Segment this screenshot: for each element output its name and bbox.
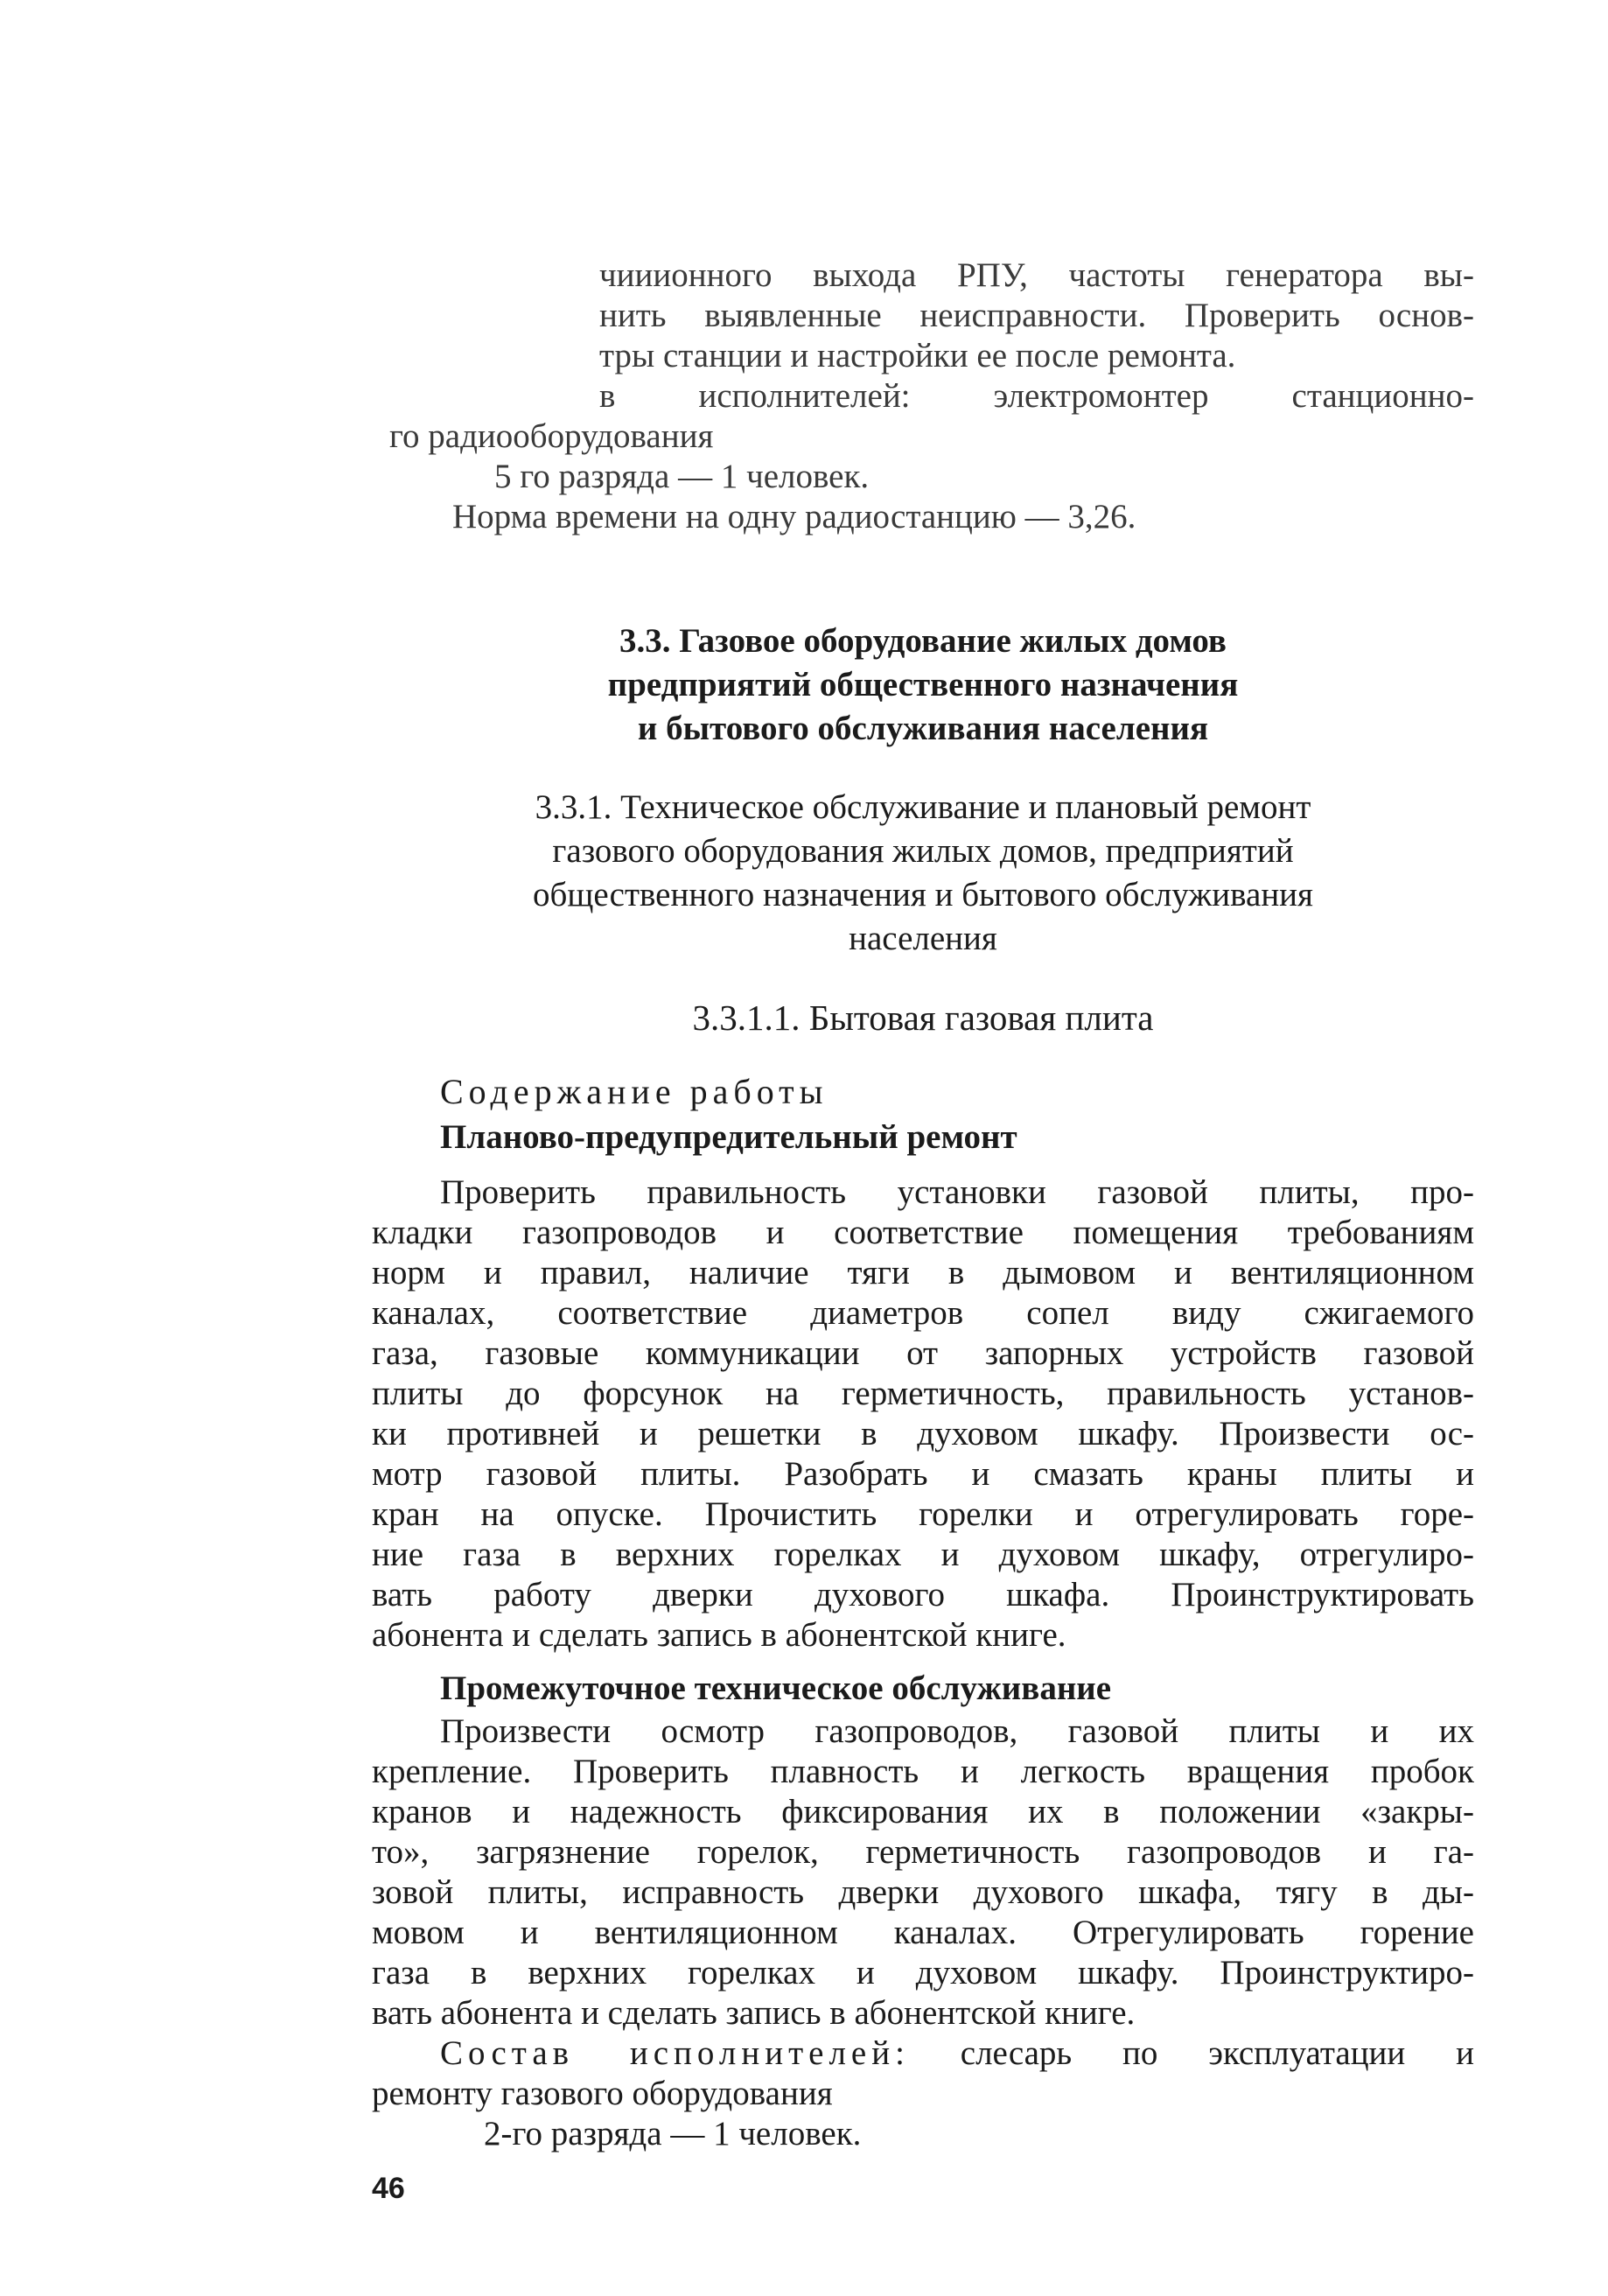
paragraph-line: ки противней и решетки в духовом шкафу. Произвести ос- bbox=[372, 1415, 1474, 1452]
paragraph-line: каналах, соответствие диаметров сопел виду сжигаемого bbox=[372, 1294, 1474, 1332]
paragraph-line: газа, газовые коммуникации от запорных устройств газовой bbox=[372, 1334, 1474, 1372]
work-content-heading: Содержание работы bbox=[440, 1072, 828, 1111]
heading-line: предприятий общественного назначения bbox=[607, 666, 1239, 704]
page-number: 46 bbox=[372, 2172, 405, 2205]
crew-line: 2-го разряда — 1 человек. bbox=[484, 2115, 862, 2152]
section-3-3-heading bbox=[372, 620, 1474, 751]
paragraph-line: кран на опуске. Прочистить горелки и отрегулировать горе- bbox=[372, 1495, 1474, 1533]
heading-line: 3.3. Газовое оборудование жилых домов bbox=[619, 622, 1227, 660]
time-norm-line: Норма времени на одну радиостанцию — 3,26. bbox=[452, 498, 1136, 536]
crew-composition bbox=[372, 2034, 1474, 2154]
section-3-3-1-1-heading bbox=[372, 996, 1474, 1040]
intermediate-maintenance-text bbox=[372, 1712, 1474, 2034]
crew-line: ремонту газового оборудования bbox=[372, 2075, 833, 2112]
paragraph-line: кранов и надежность фиксирования их в положении «закры- bbox=[372, 1793, 1474, 1830]
paragraph-line: плиты до форсунок на герметичность, правильность установ- bbox=[372, 1375, 1474, 1412]
planned-repair-heading: Планово-предупредительный ремонт bbox=[440, 1118, 1017, 1156]
work-content bbox=[372, 1069, 1474, 2154]
heading-line: 3.3.1.1. Бытовая газовая плита bbox=[692, 998, 1154, 1038]
crew-label: Состав исполнителей: bbox=[440, 2034, 910, 2072]
paragraph-line: мотр газовой плиты. Разобрать и смазать краны плиты и bbox=[372, 1455, 1474, 1493]
top-fragment-line: 5 го разряда — 1 человек. bbox=[494, 458, 870, 495]
top-fragment-line: чииионного выхода РПУ, частоты генератора вы- bbox=[599, 256, 1474, 294]
paragraph-line: вать работу дверки духового шкафа. Проинструктировать bbox=[372, 1576, 1474, 1614]
top-fragment-line: тры станции и настройки ее после ремонта. bbox=[599, 337, 1236, 374]
paragraph-line: то», загрязнение горелок, герметичность газопроводов и га- bbox=[372, 1833, 1474, 1871]
paragraph-line: зовой плиты, исправность дверки духового шкафа, тягу в ды- bbox=[372, 1873, 1474, 1911]
heading-line: газового оборудования жилых домов, предприятий bbox=[552, 832, 1294, 870]
paragraph-line: Произвести осмотр газопроводов, газовой плиты и их bbox=[440, 1712, 1474, 1750]
paragraph-line: Проверить правильность установки газовой плиты, про- bbox=[440, 1173, 1474, 1211]
top-fragment bbox=[372, 256, 1474, 537]
section-3-3-1-heading bbox=[372, 786, 1474, 961]
paragraph-line: кладки газопроводов и соответствие помещения требованиям bbox=[372, 1214, 1474, 1251]
paragraph-line: вать абонента и сделать запись в абонентской книге. bbox=[372, 1994, 1136, 2032]
top-fragment-line: го радиооборудования bbox=[389, 417, 714, 455]
paragraph-line: газа в верхних горелках и духовом шкафу. Проинструктиро- bbox=[372, 1954, 1474, 1992]
heading-line: общественного назначения и бытового обслуживания bbox=[532, 876, 1313, 914]
paragraph-line: абонента и сделать запись в абонентской книге. bbox=[372, 1616, 1066, 1654]
crew-line1-rest: слесарь по эксплуатации и bbox=[960, 2034, 1474, 2072]
top-fragment-line: нить выявленные неисправности. Проверить основ- bbox=[599, 297, 1474, 334]
paragraph-line: норм и правил, наличие тяги в дымовом и вентиляционном bbox=[372, 1254, 1474, 1292]
planned-repair-text bbox=[372, 1172, 1474, 1656]
heading-line: и бытового обслуживания населения bbox=[637, 710, 1209, 747]
paragraph-line: мовом и вентиляционном каналах. Отрегулировать горение bbox=[372, 1914, 1474, 1951]
paragraph-line: ние газа в верхних горелках и духовом шкафу, отрегулиро- bbox=[372, 1536, 1474, 1573]
crew-line bbox=[372, 2034, 1474, 2074]
top-fragment-line: в исполнителей: электромонтер станционно- bbox=[599, 377, 1474, 415]
heading-line: населения bbox=[849, 920, 997, 957]
intermediate-maintenance-heading: Промежуточное техническое обслуживание bbox=[440, 1670, 1112, 1707]
heading-line: 3.3.1. Техническое обслуживание и плановый ремонт bbox=[535, 788, 1311, 826]
paragraph-line: крепление. Проверить плавность и легкость вращения пробок bbox=[372, 1753, 1474, 1790]
